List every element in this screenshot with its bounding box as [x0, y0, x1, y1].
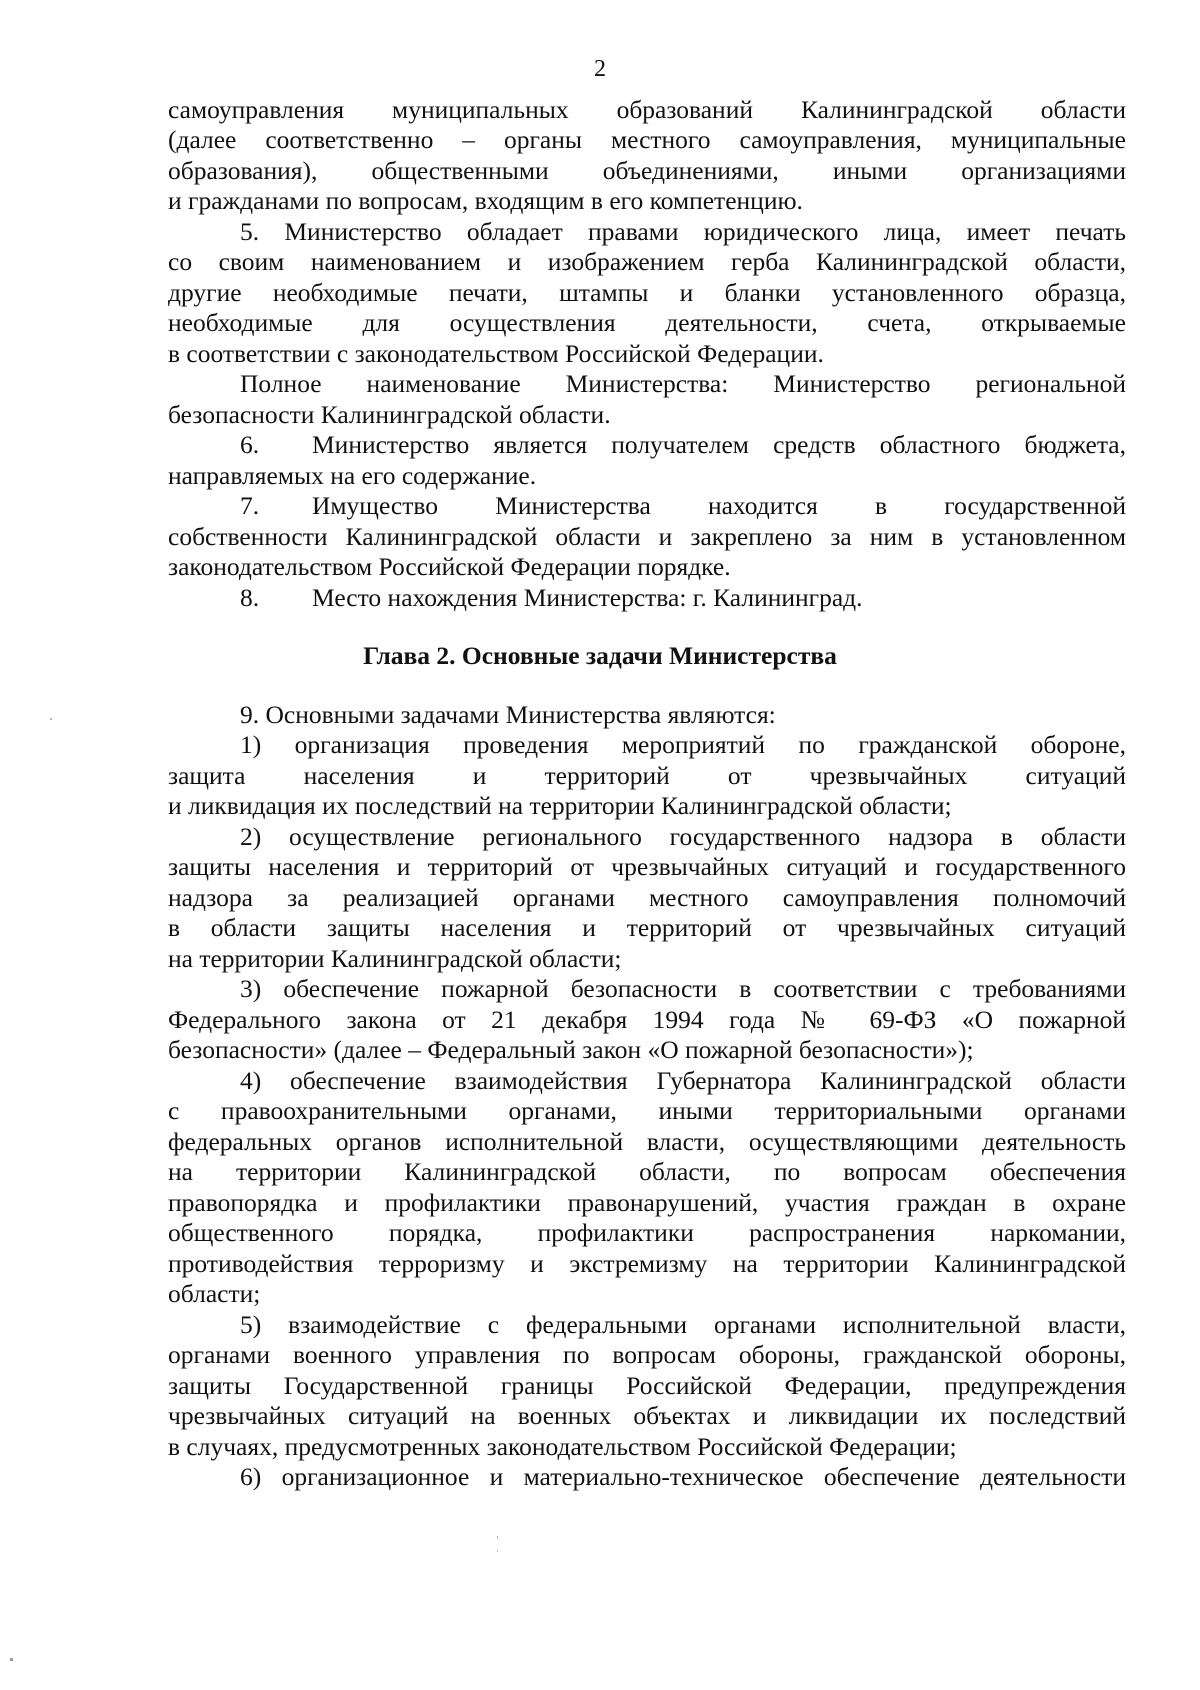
text-line: 1) организация проведения мероприятий по гражданской обороне, [240, 730, 1126, 759]
text-line: самоуправления муниципальных образований Калининградской области [168, 95, 1126, 124]
text-line: необходимые для осуществления деятельности, счета, открываемые [168, 308, 1126, 337]
text-line: 3) обеспечение пожарной безопасности в соответствии с требованиями [240, 974, 1126, 1003]
chapter-heading: Глава 2. Основные задачи Министерства [363, 641, 837, 670]
text-line: безопасности» (далее – Федеральный закон «О пожарной безопасности»); [168, 1035, 974, 1064]
text-line: 9. Основными задачами Министерства являются: [240, 700, 776, 729]
text-line: образования), общественными объединениями, иными организациями [168, 156, 1126, 185]
text-line: защиты населения и территорий от чрезвычайных ситуаций и государственного [168, 852, 1126, 881]
numbered-line [240, 583, 1126, 613]
text-line: Имущество Министерства находится в государственной [312, 491, 1126, 520]
text-line: Место нахождения Министерства: г. Калининград. [312, 583, 863, 612]
text-line: на территории Калининградской области; [168, 944, 622, 973]
text-line: в соответствии с законодательством Российской Федерации. [168, 339, 824, 368]
page-number: 2 [594, 56, 606, 82]
text-line: 4) обеспечение взаимодействия Губернатора Калининградской области [240, 1066, 1126, 1095]
text-line: Федерального закона от 21 декабря 1994 года № 69-ФЗ «О пожарной [168, 1005, 1126, 1034]
text-line: Министерство является получателем средств областного бюджета, [312, 430, 1126, 459]
text-line: направляемых на его содержание. [168, 461, 537, 490]
item-number: 6. [240, 430, 260, 459]
item-number: 8. [240, 583, 260, 612]
text-line: противодействия терроризму и экстремизму на территории Калининградской [168, 1249, 1126, 1278]
text-line: 5) взаимодействие с федеральными органами исполнительной власти, [240, 1310, 1126, 1339]
text-line: защита населения и территорий от чрезвычайных ситуаций [168, 761, 1126, 790]
item-number: 7. [240, 491, 260, 520]
text-line: на территории Калининградской области, по вопросам обеспечения [168, 1157, 1126, 1186]
scan-speck [497, 1550, 498, 1552]
text-line: общественного порядка, профилактики распространения наркомании, [168, 1218, 1126, 1247]
text-line: 6) организационное и материально-техническое обеспечение деятельности [240, 1462, 1126, 1491]
text-line: (далее соответственно – органы местного самоуправления, муниципальные [168, 125, 1126, 154]
text-line: собственности Калининградской области и закреплено за ним в установленном [168, 522, 1126, 551]
text-line: чрезвычайных ситуаций на военных объектах и ликвидации их последствий [168, 1401, 1126, 1430]
text-line: со своим наименованием и изображением герба Калининградской области, [168, 247, 1126, 276]
text-line: органами военного управления по вопросам обороны, гражданской обороны, [168, 1340, 1126, 1369]
text-line: с правоохранительными органами, иными территориальными органами [168, 1096, 1126, 1125]
text-line: области; [168, 1279, 261, 1308]
text-line: и гражданами по вопросам, входящим в его компетенцию. [168, 186, 803, 215]
numbered-line [240, 491, 1126, 521]
scan-speck [50, 718, 52, 720]
text-line: 2) осуществление регионального государственного надзора в области [240, 822, 1126, 851]
text-line: надзора за реализацией органами местного самоуправления полномочий [168, 883, 1126, 912]
text-line: Полное наименование Министерства: Министерство региональной [240, 369, 1126, 398]
numbered-line [240, 430, 1126, 460]
text-line: правопорядка и профилактики правонарушений, участия граждан в охране [168, 1188, 1126, 1217]
text-line: законодательством Российской Федерации порядке. [168, 552, 731, 581]
scan-speck [497, 1536, 498, 1539]
text-line: в области защиты населения и территорий от чрезвычайных ситуаций [168, 913, 1126, 942]
text-line: и ликвидация их последствий на территории Калининградской области; [168, 791, 952, 820]
text-line: защиты Государственной границы Российской Федерации, предупреждения [168, 1371, 1126, 1400]
text-line: федеральных органов исполнительной власти, осуществляющими деятельность [168, 1127, 1126, 1156]
text-line: в случаях, предусмотренных законодательством Российской Федерации; [168, 1432, 957, 1461]
text-line: 5. Министерство обладает правами юридического лица, имеет печать [240, 217, 1126, 246]
text-line: безопасности Калининградской области. [168, 400, 611, 429]
text-line: другие необходимые печати, штампы и бланки установленного образца, [168, 278, 1126, 307]
scan-speck [10, 1658, 13, 1661]
